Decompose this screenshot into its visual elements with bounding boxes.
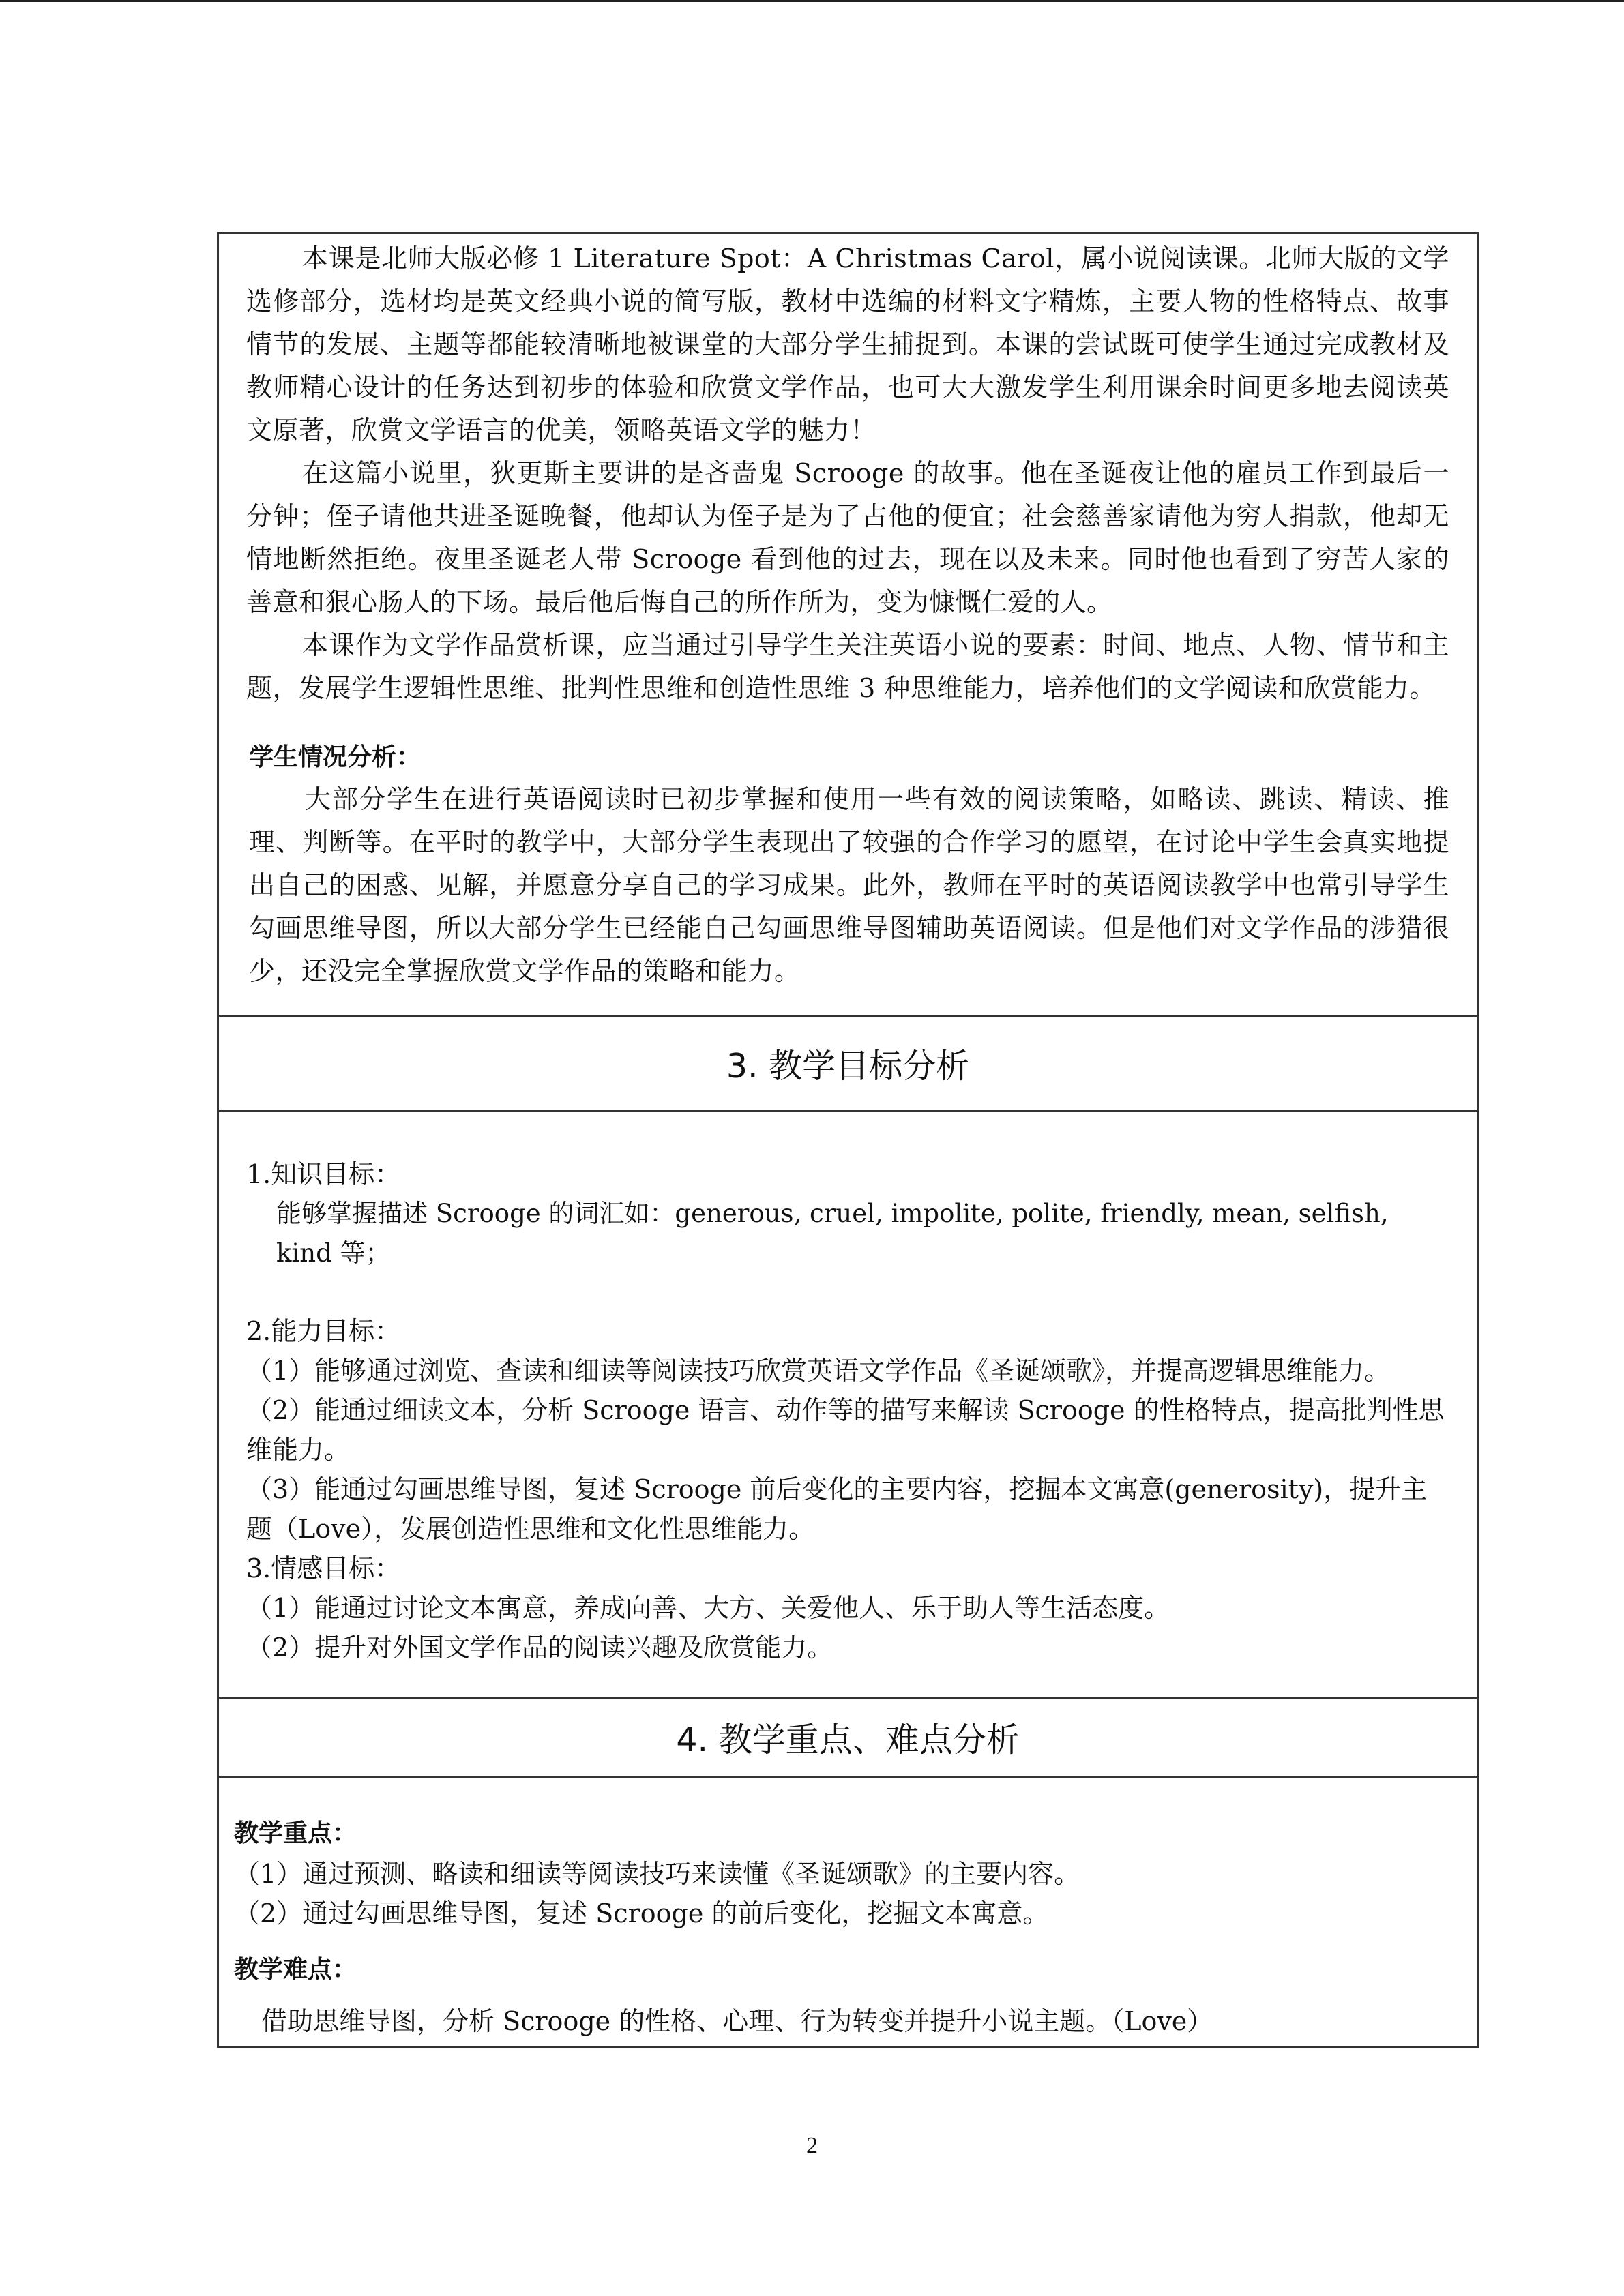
ability-goal-item-2: （2）能通过细读文本，分析 Scrooge 语言、动作等的描写来解读 Scrooge 的性格特点，提高批判性思维能力。 [246,1395,1445,1465]
page-number: 2 [806,2133,818,2158]
teaching-difficulty-text: 借助思维导图，分析 Scrooge 的性格、心理、行为转变并提升小说主题。（Love） [261,2006,1213,2036]
background-paragraph-3: 本课作为文学作品赏析课，应当通过引导学生关注英语小说的要素：时间、地点、人物、情节和主题，发展学生逻辑性思维、批判性思维和创造性思维 3 种思维能力，培养他们的文学阅读和欣赏能力。 [246,630,1449,703]
teaching-focus-item-2: （2）通过勾画思维导图，复述 Scrooge 的前后变化，挖掘文本寓意。 [234,1898,1049,1928]
teaching-difficulty-title: 教学难点： [234,1956,357,1984]
teaching-focus-item-1: （1）通过预测、略读和细读等阅读技巧来读懂《圣诞颂歌》的主要内容。 [234,1859,1080,1889]
section-4-heading: 4. 教学重点、难点分析 [676,1720,1020,1759]
knowledge-goal-title: 1.知识目标： [246,1159,401,1189]
ability-goal-item-1: （1）能够通过浏览、查读和细读等阅读技巧欣赏英语文学作品《圣诞颂歌》，并提高逻辑思维能力。 [246,1356,1391,1386]
section-3-heading-cell [219,1017,1477,1112]
objectives-cell [219,1112,1477,1699]
emotion-goal-item-1: （1）能通过讨论文本寓意，养成向善、大方、关爱他人、乐于助人等生活态度。 [246,1593,1170,1623]
background-cell [219,234,1477,1017]
knowledge-goal-text: 能够掌握描述 Scrooge 的词汇如：generous, cruel, impolite, polite, friendly, mean, selfish, kind 等； [276,1199,1389,1268]
emotion-goal-title: 3.情感目标： [246,1553,401,1583]
emotion-goal-item-2: （2）提升对外国文学作品的阅读兴趣及欣赏能力。 [246,1632,833,1663]
ability-goal-item-3: （3）能通过勾画思维导图，复述 Scrooge 前后变化的主要内容，挖掘本文寓意(generosity)，提升主题（Love），发展创造性思维和文化性思维能力。 [246,1474,1428,1544]
ability-goal-title: 2.能力目标： [246,1316,401,1346]
background-paragraph-2: 在这篇小说里，狄更斯主要讲的是吝啬鬼 Scrooge 的故事。他在圣诞夜让他的雇员工作到最后一分钟；侄子请他共进圣诞晚餐，他却认为侄子是为了占他的便宜；社会慈善家请他为穷人捐款，他却无情地断然拒绝。夜里圣诞老人带 Scrooge 看到他的过去，现在以及未来。同时他也看到了穷苦人家的善意和狠心肠人的下场。最后他后悔自己的所作所为，变为慷慨仁爱的人。 [246,458,1449,617]
section-3-heading: 3. 教学目标分析 [726,1046,970,1086]
top-border-line [0,0,1624,2]
lesson-plan-table [217,232,1479,2048]
student-analysis-text: 大部分学生在进行英语阅读时已初步掌握和使用一些有效的阅读策略，如略读、跳读、精读、推理、判断等。在平时的教学中，大部分学生表现出了较强的合作学习的愿望，在讨论中学生会真实地提出自己的困惑、见解，并愿意分享自己的学习成果。此外，教师在平时的英语阅读教学中也常引导学生勾画思维导图，所以大部分学生已经能自己勾画思维导图辅助英语阅读。但是他们对文学作品的涉猎很少，还没完全掌握欣赏文学作品的策略和能力。 [249,784,1449,986]
key-points-cell [219,1778,1477,2046]
section-4-heading-cell [219,1699,1477,1778]
teaching-focus-title: 教学重点： [234,1819,357,1847]
student-analysis-title: 学生情况分析： [249,743,422,771]
background-paragraph-1: 本课是北师大版必修 1 Literature Spot：A Christmas Carol，属小说阅读课。北师大版的文学选修部分，选材均是英文经典小说的简写版，教材中选编的材料文字精炼，主要人物的性格特点、故事情节的发展、主题等都能较清晰地被课堂的大部分学生捕捉到。本课的尝试既可使学生通过完成教材及教师精心设计的任务达到初步的体验和欣赏文学作品，也可大大激发学生利用课余时间更多地去阅读英文原著，欣赏文学语言的优美，领略英语文学的魅力！ [246,243,1449,445]
